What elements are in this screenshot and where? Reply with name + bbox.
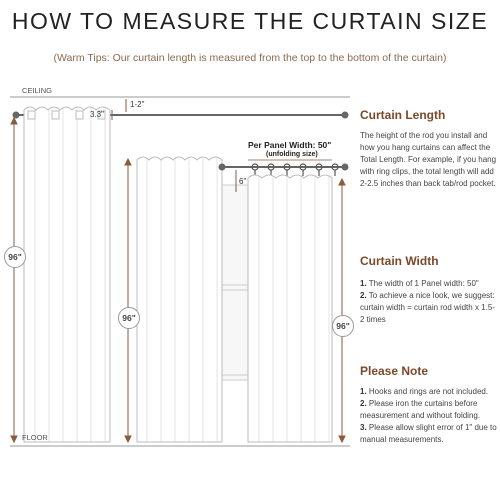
ring-clips <box>252 164 338 176</box>
page-title: HOW TO MEASURE THE CURTAIN SIZE <box>11 8 489 34</box>
please-note-list <box>360 386 498 446</box>
note-item-1: Hooks and rings are not included. <box>368 387 489 396</box>
note-item-2: Please iron the curtains before measurement and without folding. <box>360 399 481 420</box>
curtain-length-heading: Curtain Length <box>360 108 446 122</box>
curtain-width-heading: Curtain Width <box>360 254 439 268</box>
ceiling-label: CEILING <box>22 86 53 95</box>
please-note-heading: Please Note <box>360 364 429 378</box>
note-item-3: Please allow slight error of 1" due to manual measurements. <box>360 423 497 444</box>
note-item-3-number: 3. <box>360 423 367 432</box>
left-length-badge: 96" <box>4 246 26 268</box>
width-item-2: To achieve a nice look, we suggest: curtain width = curtain rod width x 1.5-2 times <box>360 291 495 324</box>
curtain-length-text: The height of the rod you install and how you hang curtains can affect the Total Length. For example, if you hang with ring clips, the total length will add 2-2.5 inches than back tab/rod pocket. <box>360 131 497 188</box>
right-curtain <box>248 175 332 442</box>
middle-curtain <box>137 157 222 442</box>
right-length-badge: 96" <box>332 315 354 337</box>
left-curtain <box>24 107 110 442</box>
floor-label: FLOOR <box>22 433 48 442</box>
curtain-width-list <box>360 278 498 326</box>
note-item-1-number: 1. <box>360 387 367 396</box>
gap-3-3-label: 3.3" <box>90 110 104 119</box>
panel-width-label: Per Panel Width: 50" <box>248 140 332 150</box>
width-item-1: The width of 1 Panel width: 50" <box>368 279 479 288</box>
note-item-2-number: 2. <box>360 399 367 408</box>
gap-6-label: 6" <box>239 177 247 186</box>
middle-length-badge: 96" <box>118 307 140 329</box>
gap-1-2-label: 1-2" <box>130 100 145 109</box>
width-item-2-number: 2. <box>360 291 367 300</box>
warm-tip: (Warm Tips: Our curtain length is measured from the top to the bottom of the curtain) <box>53 52 447 64</box>
unfolding-size-label: (unfolding size) <box>266 151 318 158</box>
width-item-1-number: 1. <box>360 279 367 288</box>
